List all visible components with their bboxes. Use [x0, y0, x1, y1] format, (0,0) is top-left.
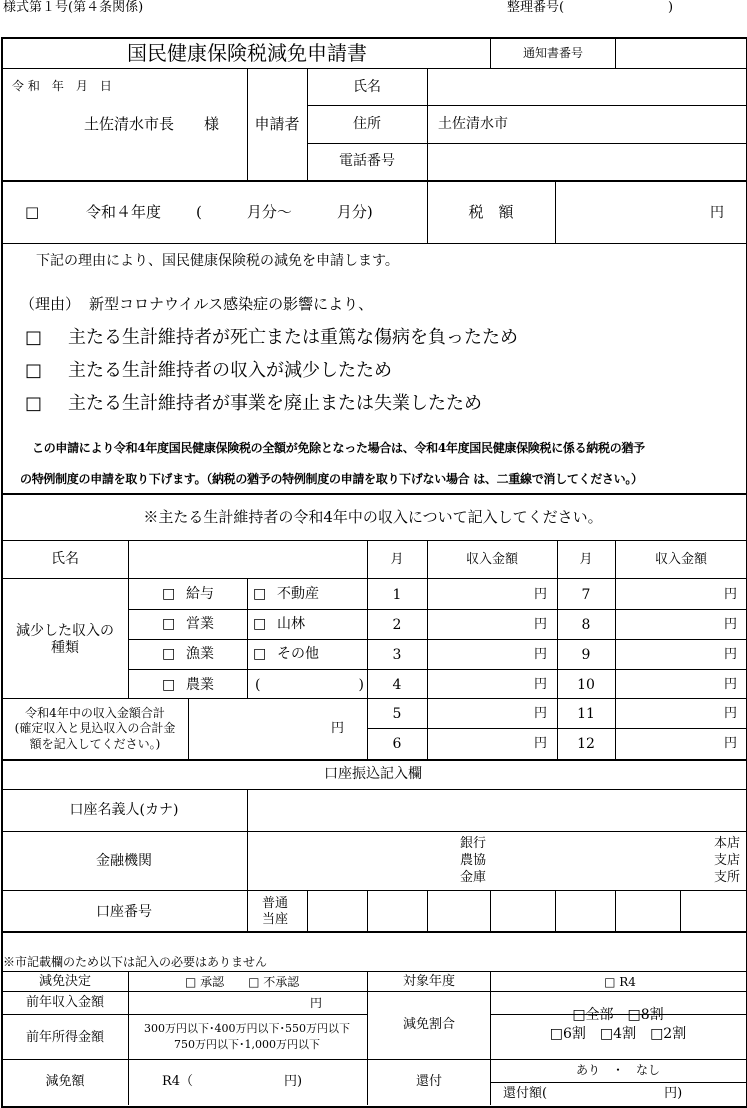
- month-10-yen: 円: [724, 677, 738, 692]
- reason-checkbox-2[interactable]: □: [25, 360, 43, 381]
- name-field[interactable]: [429, 70, 744, 104]
- tax-year-checkbox[interactable]: □: [25, 203, 40, 221]
- notice-number-label: 通知書番号: [522, 46, 584, 60]
- month-10: 10: [577, 677, 595, 693]
- earnings-range-1[interactable]: 300万円以下･400万円以下･550万円以下: [144, 1022, 350, 1035]
- tax-period[interactable]: ( 月分～ 月分): [196, 203, 373, 221]
- reduction-label: 減免額: [45, 1074, 85, 1089]
- reference-number-close: ): [668, 0, 674, 15]
- type-fishery: 漁業: [186, 646, 214, 662]
- total-label-3: 額を記入してください。): [29, 737, 161, 751]
- income-heading: ※主たる生計維持者の令和4年中の収入について記入してください。: [143, 508, 603, 526]
- address-label: 住所: [353, 116, 381, 132]
- account-type-current[interactable]: 当座: [262, 912, 289, 927]
- type-other-detail[interactable]: ( ): [255, 677, 364, 693]
- reason-option-3: 主たる生計維持者が事業を廃止または失業したため: [68, 393, 482, 414]
- type-checkbox-other[interactable]: □: [253, 646, 267, 662]
- month-3: 3: [392, 647, 402, 663]
- month-header-left: 月: [390, 552, 404, 567]
- type-checkbox-agriculture[interactable]: □: [162, 677, 176, 693]
- month-5: 5: [392, 706, 402, 722]
- ratio-options-2[interactable]: □6割 □4割 □2割: [549, 1026, 687, 1042]
- form-number: 様式第１号(第４条関係): [3, 0, 144, 15]
- reduced-income-label: 減少した収入の: [16, 623, 114, 639]
- prev-earnings-label: 前年所得金額: [25, 1030, 105, 1045]
- target-year-label: 対象年度: [402, 974, 456, 989]
- month-9: 9: [581, 647, 591, 663]
- total-label-2: (確定収入と見込収入の合計金: [14, 721, 176, 735]
- branch-office: 支所: [714, 870, 741, 885]
- office-note: ※市記載欄のため以下は記入の必要はありません: [3, 955, 268, 969]
- month-11-yen: 円: [724, 706, 738, 721]
- reason-option-1: 主たる生計維持者が死亡または重篤な傷病を負ったため: [68, 327, 518, 348]
- reason-option-2: 主たる生計維持者の収入が減少したため: [68, 360, 392, 381]
- target-year-value[interactable]: □ R4: [604, 975, 636, 989]
- reference-number-label: 整理番号(: [507, 0, 565, 15]
- total-yen: 円: [331, 721, 345, 736]
- prev-income-yen: 円: [310, 996, 323, 1010]
- withdrawal-note-line1: この申請により令和4年度国民健康保険税の全額が免除となった場合は、令和4年度国民健康保険税に係る納税の猶予: [32, 441, 645, 455]
- month-9-yen: 円: [724, 647, 738, 662]
- account-type-ordinary[interactable]: 普通: [262, 896, 289, 911]
- refund-amount[interactable]: 還付額( 円): [503, 1086, 683, 1101]
- account-number-label: 口座番号: [96, 904, 152, 920]
- month-3-yen: 円: [534, 647, 548, 662]
- addressee: 土佐清水市長 様: [84, 115, 220, 133]
- refund-options[interactable]: あり ・ なし: [575, 1063, 661, 1077]
- month-8-yen: 円: [724, 617, 738, 632]
- notice-number-field[interactable]: [617, 40, 743, 67]
- type-realestate: 不動産: [277, 586, 319, 602]
- reason-label: （理由）: [20, 295, 81, 313]
- inst-coop: 農協: [460, 853, 487, 868]
- reduction-value[interactable]: R4（ 円): [162, 1074, 303, 1089]
- month-2-yen: 円: [534, 617, 548, 632]
- branch-branch: 支店: [714, 853, 741, 868]
- ratio-options-1[interactable]: □全部 □8割: [572, 1007, 664, 1023]
- month-8: 8: [581, 617, 591, 633]
- month-11: 11: [577, 706, 595, 722]
- institution-label: 金融機関: [96, 853, 152, 869]
- income-name-label: 氏名: [51, 551, 79, 567]
- name-label: 氏名: [353, 79, 381, 95]
- type-forest: 山林: [277, 616, 305, 632]
- month-12-yen: 円: [724, 736, 738, 751]
- month-4-yen: 円: [534, 677, 548, 692]
- applicant-label: 申請者: [254, 115, 300, 133]
- type-agriculture: 農業: [186, 677, 214, 693]
- bank-heading: 口座振込記入欄: [324, 766, 422, 782]
- ratio-label: 減免割合: [402, 1017, 456, 1032]
- month-6-yen: 円: [534, 736, 548, 751]
- month-2: 2: [392, 617, 402, 633]
- type-checkbox-business[interactable]: □: [162, 616, 176, 632]
- tax-amount-yen: 円: [710, 205, 724, 221]
- type-checkbox-salary[interactable]: □: [162, 586, 176, 602]
- type-checkbox-forest[interactable]: □: [253, 616, 267, 632]
- reason-intro: 下記の理由により、国民健康保険税の減免を申請します。: [36, 253, 399, 269]
- amount-header-left: 収入金額: [465, 552, 519, 567]
- withdrawal-note-line2: の特例制度の申請を取り下げます。（納税の猶予の特例制度の申請を取り下げない場合 は、二重線で消してください。）: [20, 472, 643, 486]
- type-checkbox-realestate[interactable]: □: [253, 586, 267, 602]
- inst-bank: 銀行: [460, 836, 487, 851]
- decision-label: 減免決定: [38, 974, 92, 989]
- earnings-range-2[interactable]: 750万円以下･1,000万円以下: [174, 1038, 320, 1051]
- refund-label: 還付: [415, 1074, 443, 1089]
- reduced-income-label-2: 種類: [51, 640, 79, 656]
- tax-amount-label: 税 額: [468, 203, 514, 221]
- amount-header-right: 収入金額: [654, 552, 708, 567]
- branch-head: 本店: [714, 836, 741, 851]
- month-7: 7: [581, 587, 591, 603]
- month-1: 1: [392, 587, 402, 603]
- inst-credit: 金庫: [460, 870, 487, 885]
- form-title: 国民健康保険税減免申請書: [127, 41, 367, 65]
- prev-income-label: 前年収入金額: [25, 995, 105, 1010]
- account-holder-field[interactable]: [249, 791, 744, 830]
- phone-field[interactable]: [429, 145, 744, 179]
- month-1-yen: 円: [534, 587, 548, 602]
- month-4: 4: [392, 677, 402, 693]
- total-label-1: 令和4年中の収入金額合計: [25, 706, 165, 720]
- reason-checkbox-1[interactable]: □: [25, 327, 43, 348]
- month-header-right: 月: [579, 552, 593, 567]
- decision-options[interactable]: □ 承認 □ 不承認: [185, 975, 300, 989]
- address-field[interactable]: 土佐清水市: [438, 116, 508, 132]
- reason-checkbox-3[interactable]: □: [25, 393, 43, 414]
- month-6: 6: [392, 736, 402, 752]
- application-date[interactable]: 令 和 年 月 日: [12, 79, 112, 93]
- tax-year: 令和４年度: [86, 203, 162, 221]
- account-holder-label: 口座名義人(カナ): [69, 802, 179, 818]
- income-name-field[interactable]: [130, 542, 366, 577]
- month-5-yen: 円: [534, 706, 548, 721]
- month-12: 12: [577, 736, 595, 752]
- phone-label: 電話番号: [339, 153, 395, 169]
- type-business: 営業: [186, 616, 214, 632]
- reason-label-text: 新型コロナウイルス感染症の影響により、: [89, 295, 374, 313]
- type-salary: 給与: [186, 586, 214, 602]
- month-7-yen: 円: [724, 587, 738, 602]
- type-checkbox-fishery[interactable]: □: [162, 646, 176, 662]
- type-other: その他: [277, 646, 319, 662]
